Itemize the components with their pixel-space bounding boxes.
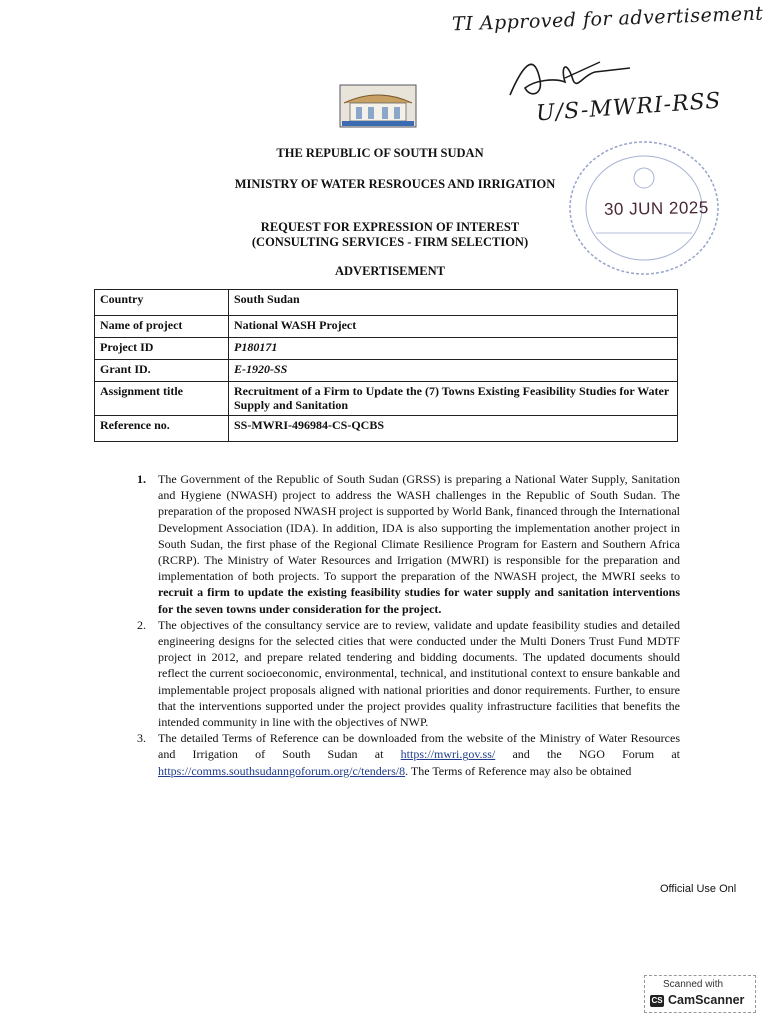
scanner-caption: Scanned with — [663, 979, 724, 990]
table-row — [95, 316, 678, 338]
camscanner-watermark — [644, 975, 756, 1013]
request-heading-line1: REQUEST FOR EXPRESSION OF INTEREST — [260, 220, 520, 234]
scanner-name: CamScanner — [668, 993, 745, 1007]
table-row — [95, 360, 678, 382]
row-value: SS-MWRI-496984-CS-QCBS — [229, 416, 678, 442]
table-row — [95, 290, 678, 316]
row-label: Project ID — [95, 338, 229, 360]
list-item — [130, 471, 680, 617]
advertisement-heading: ADVERTISEMENT — [335, 264, 445, 278]
mwri-website-link[interactable]: https://mwri.gov.ss/ — [400, 747, 496, 762]
row-value: E-1920-SS — [229, 360, 678, 382]
project-info-table — [94, 289, 678, 442]
row-value: National WASH Project — [229, 316, 678, 338]
paragraph-text: The detailed Terms of Reference can be downloaded from the website of the Ministry of Water Resources and Irrigation of South Sudan at — [158, 731, 680, 762]
item-text: The objectives of the consultancy service are to review, validate and update feasibility studies and detailed engineering designs for the selected cities that were conducted under the Multi Doners Trust Fund MDTF project in 2012, and prepare related tendering and bidding documents. The updated documents should reflect the current socioeconomic, environmental, technical, and institutional context to ensure bankable and implementable project proposals aligned with national priorities and donor requirements. Further, to ensure that the interventions supported under the project provides quality infrastructure facilities that benefits the intended community in line with the objectives of NWP. — [158, 617, 680, 730]
numbered-paragraphs — [130, 471, 680, 779]
item-number: 1. — [137, 472, 146, 486]
paragraph-text: and the NGO Forum at — [495, 747, 680, 762]
paragraph-bold-text: recruit a firm to update the existing feasibility studies for water supply and sanitation interventions for the seven towns under consideration for the project. — [158, 585, 680, 616]
row-label: Country — [95, 290, 229, 316]
paragraph-text: The Government of the Republic of South Sudan (GRSS) is preparing a National Water Supply, Sanitation and Hygiene (NWASH) project to address the WASH challenges in the Republic of South Sudan. The preparation of the proposed NWASH project is supported by World Bank, financed through the International Development Association (IDA). In addition, IDA is also supporting the implementation another project in South Sudan, the first phase of the Regional Climate Resilience Program for Eastern and Southern Africa (RCRP). The Ministry of Water Resources and Irrigation (MWRI) is responsible for the preparation and implementation of both projects. To support the preparation of the NWASH project, the MWRI seeks to — [158, 472, 680, 584]
stamp-date: 30 JUN 2025 — [603, 198, 709, 219]
republic-heading: THE REPUBLIC OF SOUTH SUDAN — [276, 146, 484, 160]
camscanner-logo-icon: CS — [651, 996, 663, 1005]
row-value: Recruitment of a Firm to Update the (7) Towns Existing Feasibility Studies for Water Supply and Sanitation — [229, 382, 678, 416]
item-number: 3. — [137, 731, 146, 746]
handwritten-signature-ref: U/S-MWRI-RSS — [535, 88, 723, 127]
table-row — [95, 382, 678, 416]
row-label: Grant ID. — [95, 360, 229, 382]
list-item — [130, 617, 680, 730]
item-text — [158, 730, 680, 779]
item-number: 2. — [137, 617, 146, 632]
paragraph-text: . The Terms of Reference may also be obtained — [405, 763, 632, 778]
row-label: Name of project — [95, 316, 229, 338]
request-heading-line2: (CONSULTING SERVICES - FIRM SELECTION) — [251, 235, 529, 249]
list-item — [130, 730, 680, 779]
row-value: South Sudan — [229, 290, 678, 316]
table-row — [95, 338, 678, 360]
request-heading — [230, 220, 550, 250]
classification-label: Official Use Onl — [660, 883, 737, 895]
handwritten-approval-note: TI Approved for advertisement — [451, 2, 764, 36]
row-label: Reference no. — [95, 416, 229, 442]
item-text — [158, 471, 680, 617]
ministry-logo — [338, 83, 418, 129]
row-value: P180171 — [229, 338, 678, 360]
ministry-heading: MINISTRY OF WATER RESROUCES AND IRRIGATION — [234, 177, 556, 191]
table-row — [95, 416, 678, 442]
ngo-forum-link[interactable]: https://comms.southsudanngoforum.org/c/tenders/8 — [158, 763, 406, 778]
row-label: Assignment title — [95, 382, 229, 416]
